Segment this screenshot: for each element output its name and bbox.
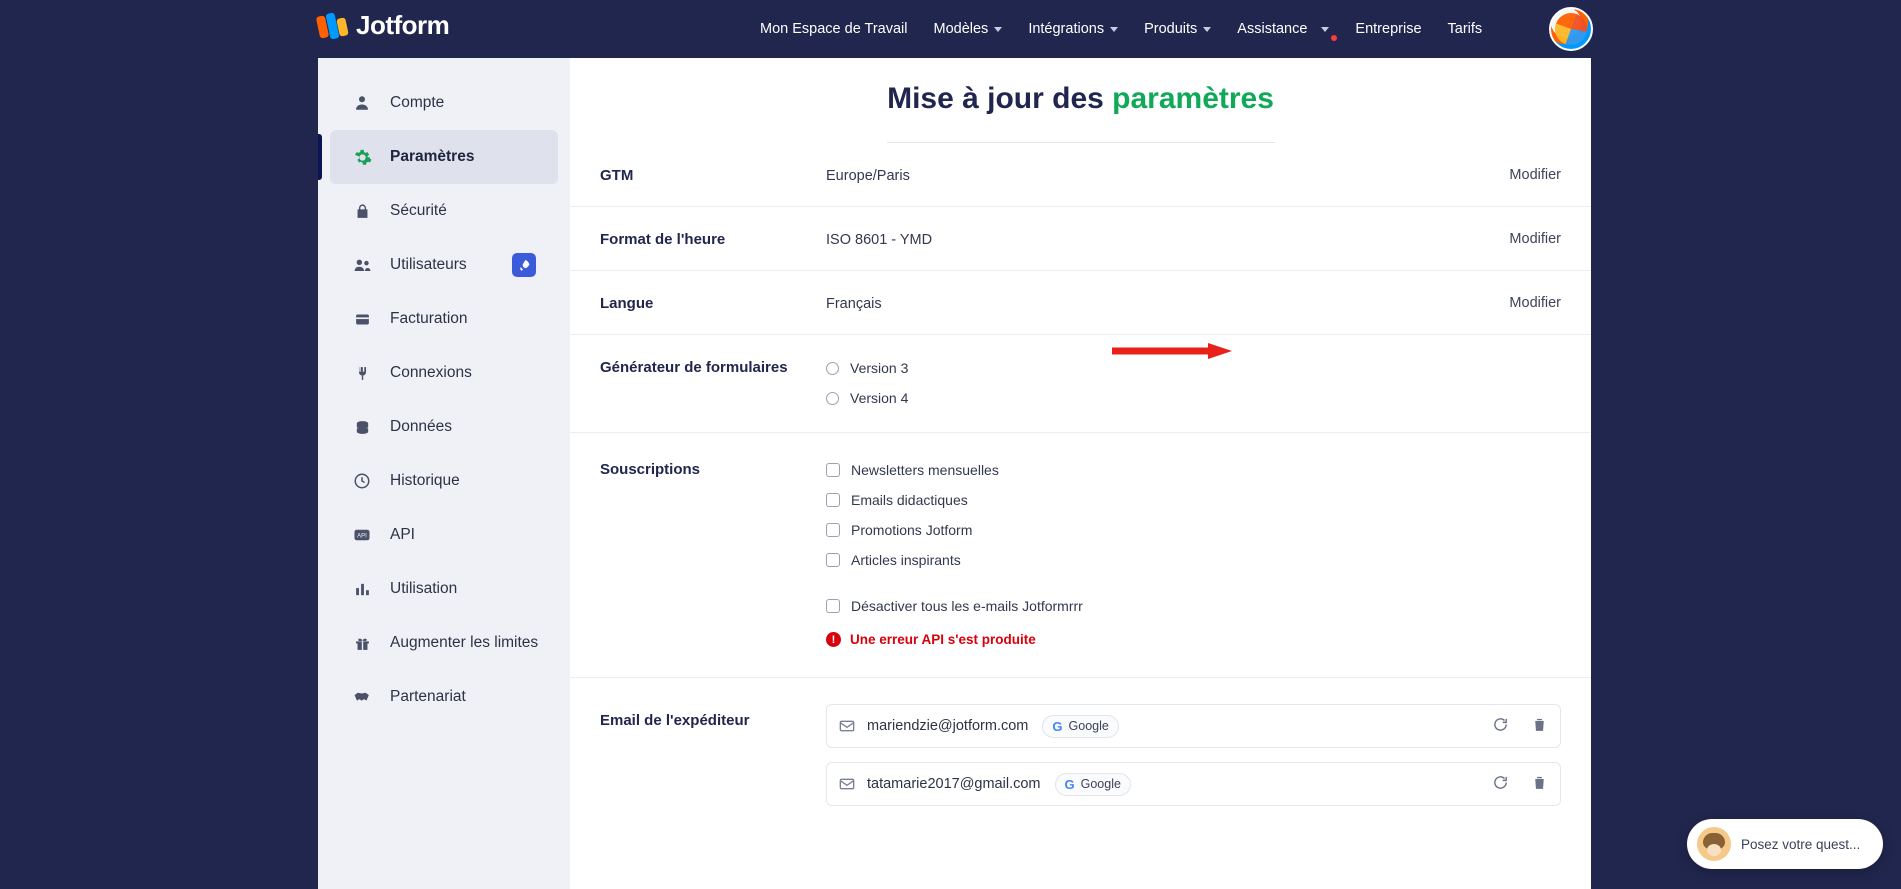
- checkbox-icon[interactable]: [826, 523, 840, 537]
- right-gutter: [1591, 58, 1901, 889]
- row-gtm: [570, 143, 1591, 207]
- refresh-icon[interactable]: [1492, 774, 1509, 795]
- sidebar-item-compte[interactable]: [330, 76, 558, 130]
- rocket-icon[interactable]: [512, 253, 536, 277]
- sidebar-item-label: Historique: [390, 472, 460, 489]
- sidebar-item-label: Paramètres: [390, 148, 475, 165]
- sidebar-item-label: Utilisateurs: [390, 256, 467, 273]
- sidebar-item-label: Compte: [390, 94, 445, 111]
- row-form-builder: [570, 335, 1591, 433]
- form-builder-options: [826, 357, 1561, 406]
- nav-link-label: Tarifs: [1447, 21, 1483, 37]
- edit-button-gtm[interactable]: Modifier: [1509, 167, 1561, 183]
- page-title: [570, 82, 1591, 116]
- sidebar-item-api[interactable]: [330, 508, 558, 562]
- subscription-options: [826, 459, 1561, 647]
- sidebar-item-historique[interactable]: [330, 454, 558, 508]
- top-navigation-bar: [0, 0, 1901, 58]
- delete-icon[interactable]: [1531, 774, 1548, 795]
- chevron-down-icon: [1321, 27, 1329, 32]
- row-value-language: Français: [826, 296, 882, 312]
- checkbox-icon[interactable]: [826, 463, 840, 477]
- nav-link-templates[interactable]: [934, 21, 1003, 37]
- users-icon: [352, 255, 372, 275]
- refresh-icon[interactable]: [1492, 716, 1509, 737]
- checkbox-option-inspiring-articles[interactable]: [826, 552, 1561, 568]
- delete-icon[interactable]: [1531, 716, 1548, 737]
- sidebar-item-label: Connexions: [390, 364, 472, 381]
- envelope-icon: [839, 718, 855, 734]
- checkbox-label: Newsletters mensuelles: [851, 462, 999, 478]
- edit-button-language[interactable]: Modifier: [1509, 295, 1561, 311]
- sidebar-item-label: Augmenter les limites: [390, 634, 539, 651]
- svg-text:API: API: [357, 533, 367, 540]
- row-subscriptions: [570, 433, 1591, 678]
- list-item[interactable]: [826, 704, 1561, 748]
- nav-link-products[interactable]: [1144, 21, 1211, 37]
- nav-link-label: Mon Espace de Travail: [760, 21, 908, 37]
- email-address: mariendzie@jotform.com: [867, 718, 1029, 734]
- clock-icon: [352, 471, 372, 491]
- left-gutter: [0, 58, 318, 889]
- error-text: Une erreur API s'est produite: [850, 632, 1036, 647]
- api-error-message: [826, 632, 1561, 647]
- notification-dot-icon: [1331, 35, 1337, 41]
- sidebar-item-label: Partenariat: [390, 688, 466, 705]
- sidebar-item-utilisation[interactable]: [330, 562, 558, 616]
- plug-icon: [352, 363, 372, 383]
- sidebar-item-label: Sécurité: [390, 202, 447, 219]
- email-row-actions: [1492, 716, 1548, 737]
- row-label-form-builder: Générateur de formulaires: [600, 359, 788, 376]
- sidebar-item-facturation[interactable]: [330, 292, 558, 346]
- bar-chart-icon: [352, 579, 372, 599]
- page-title-prefix: Mise à jour des: [887, 82, 1113, 115]
- provider-label: Google: [1080, 777, 1121, 791]
- api-icon: [352, 525, 372, 545]
- row-sender-email: [570, 678, 1591, 842]
- nav-link-integrations[interactable]: [1028, 21, 1118, 37]
- radio-icon[interactable]: [826, 392, 839, 405]
- nav-links: [760, 0, 1482, 58]
- nav-link-label: Entreprise: [1355, 21, 1422, 37]
- sidebar-item-connexions[interactable]: [330, 346, 558, 400]
- sidebar-item-augmenter-les-limites[interactable]: [330, 616, 558, 670]
- email-address: tatamarie2017@gmail.com: [867, 776, 1041, 792]
- checkbox-option-newsletters[interactable]: [826, 462, 1561, 478]
- radio-icon[interactable]: [826, 362, 839, 375]
- page-title-accent: paramètres: [1112, 82, 1274, 115]
- chevron-down-icon: [1110, 27, 1118, 32]
- row-label-language: Langue: [600, 295, 654, 312]
- list-item[interactable]: [826, 762, 1561, 806]
- checkbox-label: Articles inspirants: [851, 552, 961, 568]
- sidebar-item-label: API: [390, 526, 415, 543]
- error-icon: !: [826, 632, 841, 647]
- jotform-logo-icon: [318, 12, 346, 40]
- radio-option-version-4[interactable]: [826, 390, 1561, 406]
- support-agent-avatar: [1697, 827, 1731, 861]
- checkbox-option-promotions[interactable]: [826, 522, 1561, 538]
- lock-icon: [352, 201, 372, 221]
- row-label-subscriptions: Souscriptions: [600, 461, 701, 478]
- sender-email-list: [826, 704, 1561, 820]
- row-label-gtm: GTM: [600, 167, 634, 184]
- nav-link-label: Intégrations: [1028, 21, 1105, 37]
- brand-name: Jotform: [356, 10, 450, 40]
- envelope-icon: [839, 776, 855, 792]
- spacer: [826, 582, 1561, 598]
- nav-link-label: Assistance: [1237, 21, 1308, 37]
- row-label-time-format: Format de l'heure: [600, 231, 726, 248]
- checkbox-label: Promotions Jotform: [851, 522, 973, 538]
- google-icon: G: [1064, 776, 1075, 792]
- sidebar-item-partenariat[interactable]: [330, 670, 558, 724]
- checkbox-icon[interactable]: [826, 553, 840, 567]
- row-value-time-format: ISO 8601 - YMD: [826, 232, 933, 248]
- nav-link-support[interactable]: [1237, 21, 1329, 37]
- chat-widget[interactable]: [1687, 819, 1883, 869]
- nav-link-label: Modèles: [933, 21, 989, 37]
- page-body: [0, 58, 1901, 889]
- sidebar-item-utilisateurs[interactable]: [330, 238, 558, 292]
- gift-icon: [352, 633, 372, 653]
- sidebar-item-donnees[interactable]: [330, 400, 558, 454]
- handshake-icon: [352, 687, 372, 707]
- chevron-down-icon: [994, 27, 1002, 32]
- sidebar-item-label: Données: [390, 418, 453, 435]
- card-icon: [352, 309, 372, 329]
- row-time-format: [570, 207, 1591, 271]
- row-language: [570, 271, 1591, 335]
- database-icon: [352, 417, 372, 437]
- provider-badge: [1042, 715, 1118, 738]
- checkbox-icon[interactable]: [826, 599, 840, 613]
- sidebar-item-label: Facturation: [390, 310, 468, 327]
- nav-link-pricing[interactable]: [1448, 21, 1483, 37]
- sidebar-item-label: Utilisation: [390, 580, 458, 597]
- settings-sidebar: [318, 58, 570, 889]
- checkbox-label: Emails didactiques: [851, 492, 968, 508]
- gear-icon: [352, 147, 372, 167]
- chat-widget-label: Posez votre quest...: [1741, 836, 1861, 852]
- radio-label: Version 3: [850, 360, 909, 376]
- checkbox-label: Désactiver tous les e-mails Jotformrrr: [851, 598, 1083, 614]
- avatar[interactable]: [1549, 7, 1593, 51]
- checkbox-option-educational-emails[interactable]: [826, 492, 1561, 508]
- radio-option-version-3[interactable]: [826, 360, 1561, 376]
- sidebar-item-securite[interactable]: [330, 184, 558, 238]
- row-value-gtm: Europe/Paris: [826, 168, 910, 184]
- provider-badge: [1055, 773, 1131, 796]
- sidebar-item-parametres[interactable]: [330, 130, 558, 184]
- nav-link-workspace[interactable]: [760, 21, 908, 37]
- edit-button-time-format[interactable]: Modifier: [1509, 231, 1561, 247]
- chevron-down-icon: [1203, 27, 1211, 32]
- checkbox-icon[interactable]: [826, 493, 840, 507]
- brand-logo[interactable]: [318, 10, 449, 41]
- nav-link-enterprise[interactable]: [1355, 21, 1421, 37]
- settings-content: [570, 58, 1591, 889]
- google-icon: G: [1052, 718, 1063, 734]
- provider-label: Google: [1068, 719, 1109, 733]
- radio-label: Version 4: [850, 390, 909, 406]
- row-label-sender-email: Email de l'expéditeur: [600, 712, 750, 729]
- checkbox-option-disable-all-emails[interactable]: [826, 598, 1561, 614]
- email-row-actions: [1492, 774, 1548, 795]
- person-icon: [352, 93, 372, 113]
- nav-link-label: Produits: [1144, 21, 1198, 37]
